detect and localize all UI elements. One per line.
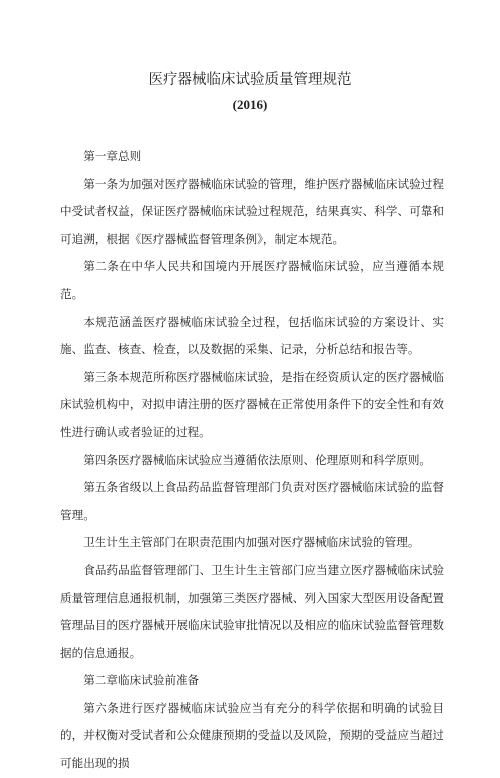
article-2: 第二条在中华人民共和国境内开展医疗器械临床试验，应当遵循本规范。 [60, 259, 444, 301]
article-5-info-sharing: 食品药品监督管理部门、卫生计生主管部门应当建立医疗器械临床试验质量管理信息通报机制，加强第三类医疗器械、列入国家大型医用设备配置管理品目的医疗器械开展临床试验审批情况以及相应的临床试验监督管理数据的信息通报。 [60, 562, 444, 660]
article-4: 第四条医疗器械临床试验应当遵循依法原则、伦理原则和科学原则。 [83, 452, 432, 467]
article-6: 第六条进行医疗器械临床试验应当有充分的科学依据和明确的试验目的，并权衡对受试者和公众健康预期的受益以及风险，预期的受益应当超过可能出现的损 [60, 700, 444, 771]
chapter-heading-1: 第一章总则 [83, 149, 142, 163]
article-5-health-dept: 卫生计生主管部门在职责范围内加强对医疗器械临床试验的管理。 [83, 535, 420, 550]
article-2-scope: 本规范涵盖医疗器械临床试验全过程，包括临床试验的方案设计、实施、监查、核查、检查，以及数据的采集、记录，分析总结和报告等。 [60, 314, 444, 357]
article-3: 第三条本规范所称医疗器械临床试验，是指在经资质认定的医疗器械临床试验机构中，对拟申请注册的医疗器械在正常使用条件下的安全性和有效性进行确认或者验证的过程。 [60, 369, 444, 439]
document-body [60, 143, 444, 778]
article-5: 第五条省级以上食品药品监督管理部门负责对医疗器械临床试验的监督管理。 [60, 480, 444, 522]
document-year: (2016) [232, 97, 268, 112]
chapter-heading-2: 第二章临床试验前准备 [83, 673, 200, 688]
document-title: 医疗器械临床试验质量管理规范 [148, 72, 352, 88]
article-1: 第一条为加强对医疗器械临床试验的管理，维护医疗器械临床试验过程中受试者权益，保证医疗器械临床试验过程规范，结果真实、科学、可靠和可追溯，根据《医疗器械监督管理条例》，制定本规范。 [60, 176, 444, 246]
